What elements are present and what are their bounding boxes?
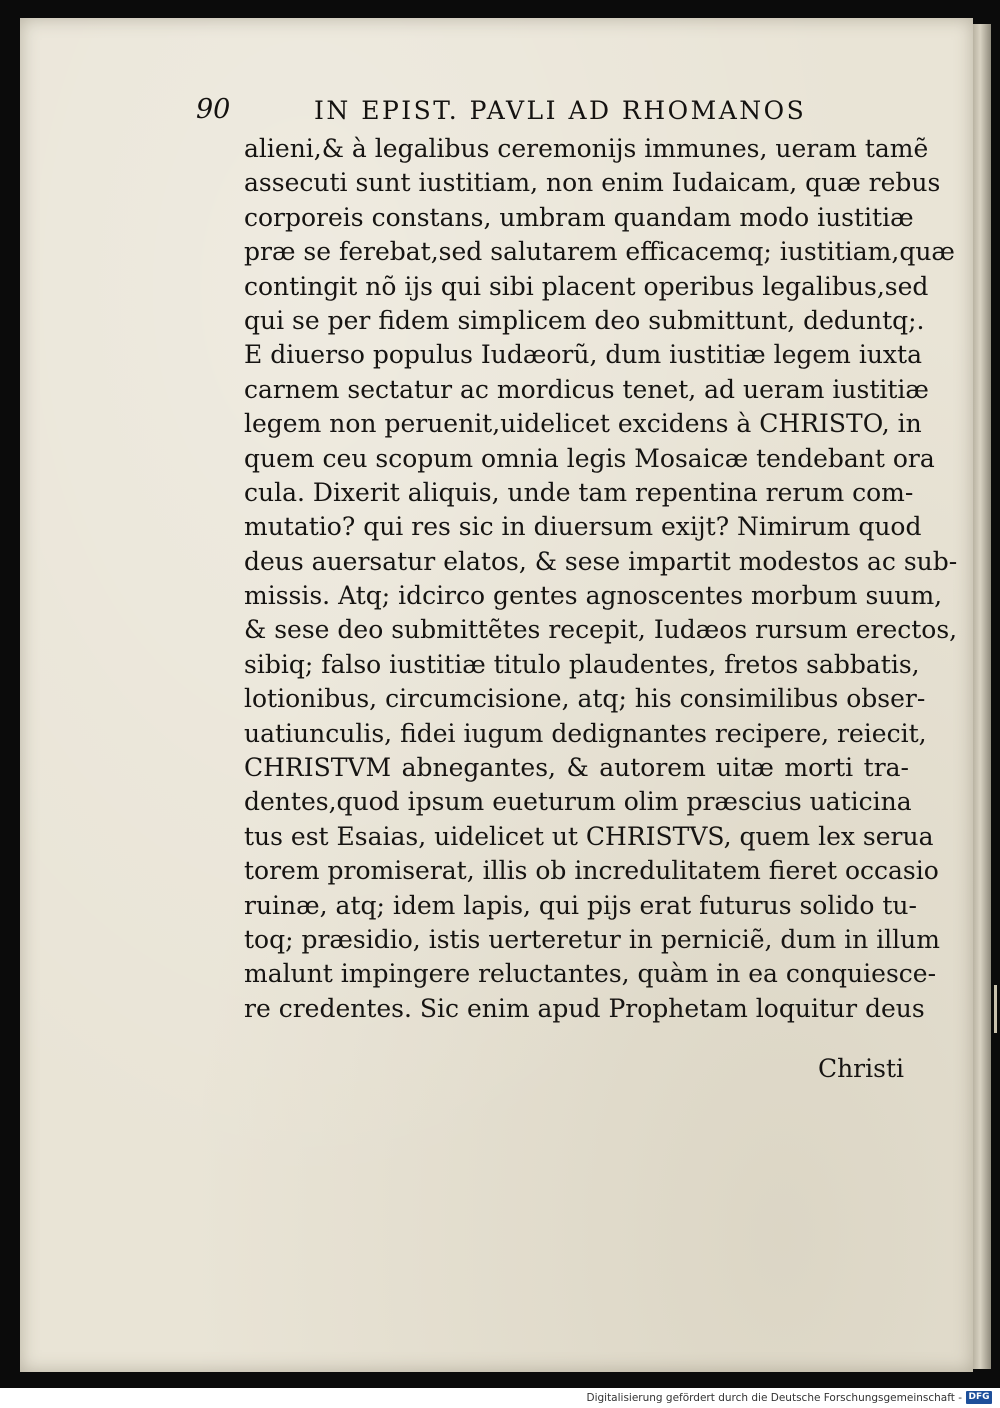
text-line: deus auersatur elatos, & sese impartit modestos ac sub- xyxy=(244,546,958,576)
digitization-credit: Digitalisierung gefördert durch die Deutsche Forschungsgemeinschaft - xyxy=(586,1392,962,1404)
running-head-title: IN EPIST. PAVLI AD RHOMANOS xyxy=(314,96,807,125)
text-line: corporeis constans, umbram quandam modo iustitiæ xyxy=(244,202,914,232)
text-line: tus est Esaias, uidelicet ut CHRISTVS, quem lex serua xyxy=(244,821,934,851)
text-line: alieni,& à legalibus ceremonijs immunes, ueram tamẽ xyxy=(244,134,929,163)
text-line: carnem sectatur ac mordicus tenet, ad ueram iustitiæ xyxy=(244,374,929,404)
folio-number: 90 xyxy=(196,94,231,125)
page-edge xyxy=(973,24,991,1369)
page-edge-mark xyxy=(994,985,997,1033)
text-line: assecuti sunt iustitiam, non enim Iudaicam, quæ rebus xyxy=(244,168,941,198)
text-line: legem non peruenit,uidelicet excidens à CHRISTO, in xyxy=(244,409,922,439)
text-line: quem ceu scopum omnia legis Mosaicæ tendebant ora xyxy=(244,443,935,473)
running-head xyxy=(196,94,846,134)
text-line: CHRISTVM abnegantes, & autorem uitæ morti tra- xyxy=(244,753,909,783)
footer-bar xyxy=(0,1388,1000,1408)
body-text xyxy=(244,132,958,1026)
text-line: re credentes. Sic enim apud Prophetam loquitur deus xyxy=(244,993,925,1023)
text-line: toq; præsidio, istis uerteretur in perniciẽ, dum in illum xyxy=(244,924,940,954)
text-line: cula. Dixerit aliquis, unde tam repentina rerum com- xyxy=(244,477,914,507)
text-line: præ se ferebat,sed salutarem efficacemq; iustitiam,quæ xyxy=(244,237,955,267)
text-line: sibiq; falso iustitiæ titulo plaudentes, fretos sabbatis, xyxy=(244,649,920,679)
catchword: Christi xyxy=(817,1054,904,1083)
text-line: ruinæ, atq; idem lapis, qui pijs erat futurus solido tu- xyxy=(244,890,917,920)
text-line: malunt impingere reluctantes, quàm in ea conquiesce- xyxy=(244,959,937,989)
text-line: qui se per fidem simplicem deo submittunt, deduntq;. xyxy=(244,305,925,335)
text-line: torem promiserat, illis ob incredulitatem fieret occasio xyxy=(244,856,939,886)
text-line: E diuerso populus Iudæorũ, dum iustitiæ legem iuxta xyxy=(244,340,922,370)
text-line: missis. Atq; idcirco gentes agnoscentes morbum suum, xyxy=(244,581,943,611)
text-line: lotionibus, circumcisione, atq; his consimilibus obser- xyxy=(244,684,926,714)
text-line: uatiunculis, fidei iugum dedignantes recipere, reiecit, xyxy=(244,718,927,748)
text-line: dentes,quod ipsum eueturum olim præscius uaticina xyxy=(244,787,912,817)
text-line: mutatio? qui res sic in diuersum exijt? Nimirum quod xyxy=(244,512,922,542)
text-line: contingit nõ ijs qui sibi placent operibus legalibus,sed xyxy=(244,271,929,301)
dfg-logo-icon[interactable]: DFG xyxy=(966,1391,992,1404)
text-line: & sese deo submittẽtes recepit, Iudæos rursum erectos, xyxy=(244,615,958,645)
